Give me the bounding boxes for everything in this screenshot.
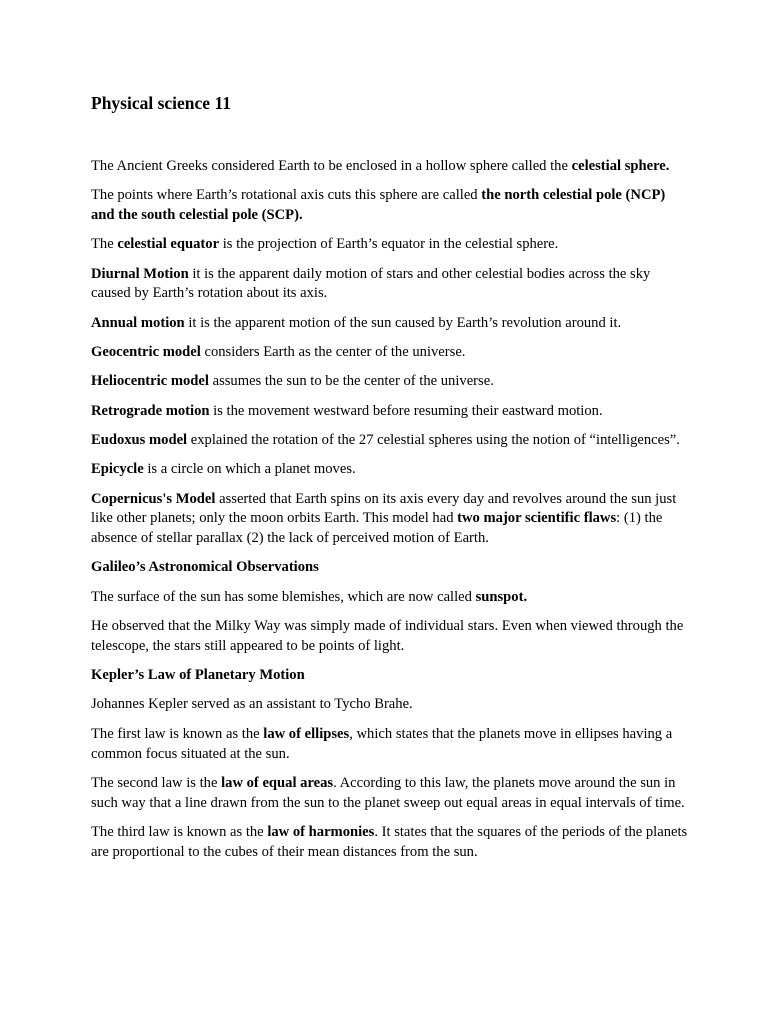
paragraph-copernicus-model <box>91 490 691 549</box>
paragraph-diurnal-motion <box>91 265 691 305</box>
paragraph-eudoxus-model <box>91 431 691 451</box>
paragraph-epicycle <box>91 460 691 480</box>
term-celestial-equator: celestial equator <box>117 236 220 253</box>
term-geocentric-model: Geocentric model <box>91 344 201 361</box>
paragraph-kepler-assistant <box>91 695 691 715</box>
section-heading-kepler: Kepler’s Law of Planetary Motion <box>91 667 305 684</box>
paragraph-text: it is the apparent motion of the sun caused by Earth’s revolution around it. <box>184 314 622 331</box>
paragraph-text: assumes the sun to be the center of the universe. <box>208 373 494 390</box>
term-epicycle: Epicycle <box>91 461 144 478</box>
paragraph-text: The second law is the <box>91 774 222 791</box>
term-sunspot: sunspot. <box>475 588 528 605</box>
term-scientific-flaws: two major scientific flaws <box>457 510 617 527</box>
term-law-of-ellipses: law of ellipses <box>263 725 350 742</box>
paragraph-text: He observed that the Milky Way was simply made of individual stars. Even when viewed through the telescope, the stars still appeared to be points of light. <box>91 618 684 654</box>
document-body <box>91 157 691 872</box>
paragraph-text: Johannes Kepler served as an assistant to Tycho Brahe. <box>91 696 413 713</box>
paragraph-text: The <box>91 236 118 253</box>
paragraph-text: . It states that the squares of the periods of the planets are proportional to the cubes of their mean distances from the sun. <box>91 823 688 860</box>
term-annual-motion: Annual motion <box>91 314 185 331</box>
paragraph-text: : (1) the absence of stellar parallax (2) the lack of perceived motion of Earth. <box>91 510 663 547</box>
term-eudoxus-model: Eudoxus model <box>91 431 188 448</box>
paragraph-text: it is the apparent daily motion of stars and other celestial bodies across the sky caused by Earth’s rotation about its axis. <box>91 265 651 302</box>
paragraph-text: explained the rotation of the 27 celestial spheres using the notion of “intelligences”. <box>187 431 680 448</box>
term-celestial-sphere: celestial sphere. <box>571 158 670 174</box>
paragraph-geocentric-model <box>91 343 691 363</box>
paragraph-celestial-equator <box>91 235 691 255</box>
paragraph-text: considers Earth as the center of the universe. <box>200 344 466 361</box>
paragraph-law-of-ellipses <box>91 725 691 765</box>
paragraph-annual-motion <box>91 314 691 334</box>
term-heliocentric-model: Heliocentric model <box>91 373 209 390</box>
term-celestial-poles: the north celestial pole (NCP) and the south celestial pole (SCP). <box>91 187 666 224</box>
term-diurnal-motion: Diurnal Motion <box>91 265 189 282</box>
paragraph-text: The Ancient Greeks considered Earth to be enclosed in a hollow sphere called the <box>91 158 572 174</box>
paragraph-text: The third law is known as the <box>91 823 268 840</box>
paragraph-celestial-sphere <box>91 157 691 177</box>
paragraph-retrograde-motion <box>91 402 691 422</box>
paragraph-law-of-harmonies <box>91 823 691 863</box>
paragraph-law-of-equal-areas <box>91 774 691 814</box>
paragraph-text: . According to this law, the planets move around the sun in such way that a line drawn from the sun to the planet sweep out equal areas in equal intervals of time. <box>91 774 685 811</box>
paragraph-text: is the movement westward before resuming their eastward motion. <box>209 402 603 419</box>
paragraph-text: The surface of the sun has some blemishes, which are now called <box>91 588 476 605</box>
paragraph-sunspot <box>91 588 691 608</box>
paragraph-text: asserted that Earth spins on its axis every day and revolves around the sun just like other planets; only the moon orbits Earth. This model had <box>91 490 677 527</box>
term-copernicus-model: Copernicus's Model <box>91 490 216 507</box>
paragraph-text: , which states that the planets move in ellipses having a common focus situated at the sun. <box>91 725 673 762</box>
paragraph-milky-way <box>91 617 691 657</box>
paragraph-text: The first law is known as the <box>91 725 264 742</box>
paragraph-heliocentric-model <box>91 372 691 392</box>
paragraph-text: The points where Earth’s rotational axis cuts this sphere are called <box>91 187 482 204</box>
section-heading-galileo: Galileo’s Astronomical Observations <box>91 559 319 576</box>
term-law-of-equal-areas: law of equal areas <box>221 774 334 791</box>
term-law-of-harmonies: law of harmonies <box>267 823 375 840</box>
paragraph-text: is the projection of Earth’s equator in the celestial sphere. <box>219 236 559 253</box>
paragraph-celestial-poles <box>91 186 691 226</box>
term-retrograde-motion: Retrograde motion <box>91 402 210 419</box>
paragraph-text: is a circle on which a planet moves. <box>143 461 356 478</box>
page-title: Physical science 11 <box>91 93 231 113</box>
